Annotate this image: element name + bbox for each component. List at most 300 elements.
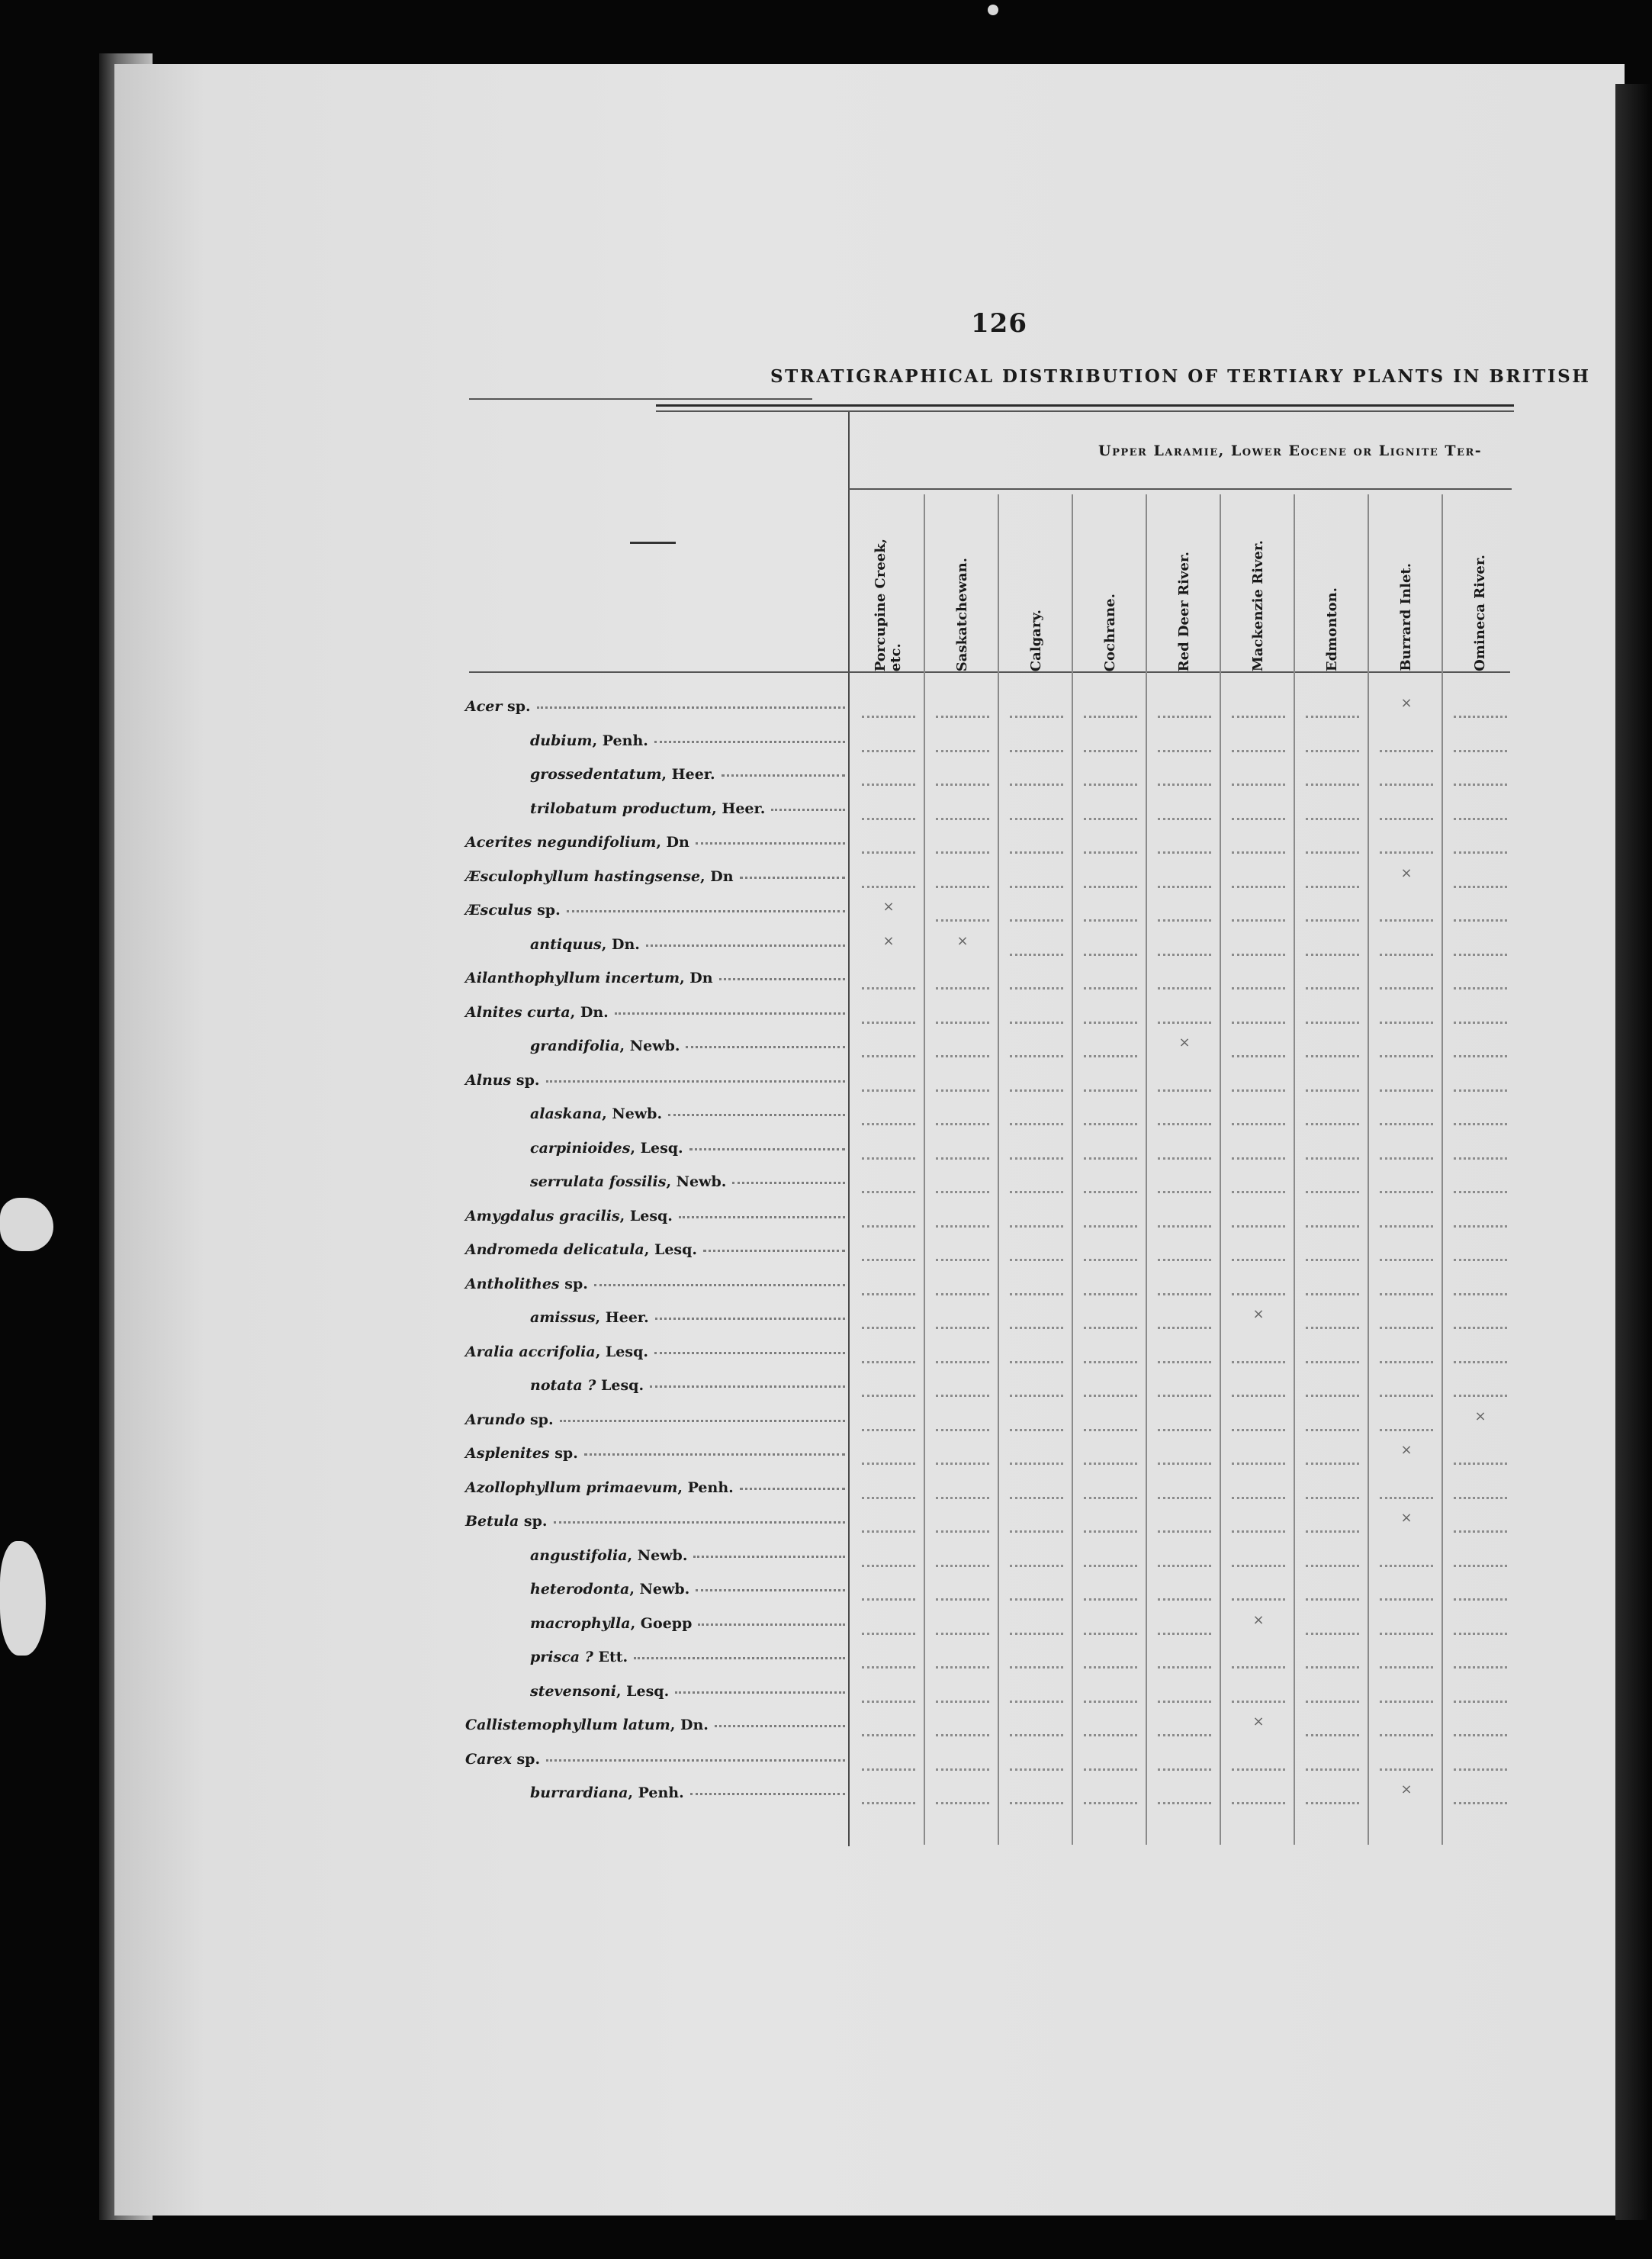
species-name (530, 1033, 680, 1059)
dot-leader (722, 774, 845, 777)
species-name (465, 965, 713, 991)
empty-cell-leader (1158, 1612, 1211, 1635)
empty-cell-leader (936, 967, 989, 990)
column-header-label: Burrard Inlet. (1398, 563, 1415, 671)
empty-cell-leader (1454, 1612, 1507, 1635)
empty-cell-leader (862, 1170, 915, 1193)
taxon: Callistemophyllum latum (465, 1717, 670, 1733)
empty-cell-leader (1306, 831, 1359, 854)
empty-cell-leader (1232, 1238, 1285, 1261)
empty-cell-leader (1306, 865, 1359, 888)
taxon: prisca ? (530, 1649, 593, 1665)
species-name (530, 761, 715, 787)
empty-cell-leader (1454, 1306, 1507, 1329)
empty-cell-leader (1454, 763, 1507, 786)
dot-leader (654, 741, 845, 743)
table-row (450, 1132, 1510, 1166)
empty-cell-leader (1010, 1069, 1063, 1092)
table-row (450, 996, 1510, 1030)
dot-leader (554, 1521, 846, 1524)
empty-cell-leader (1454, 967, 1507, 990)
column-header (1074, 504, 1147, 671)
author: Ett. (593, 1649, 628, 1665)
taxon: serrulata fossilis (530, 1173, 667, 1190)
table-row (450, 1030, 1510, 1064)
title-rule (469, 398, 812, 400)
empty-cell-leader (1232, 797, 1285, 820)
empty-cell-leader (936, 1748, 989, 1771)
empty-cell-leader (1306, 1340, 1359, 1363)
empty-cell-leader (1158, 1137, 1211, 1160)
author: , Newb. (619, 1038, 680, 1054)
empty-cell-leader (1084, 1306, 1137, 1329)
empty-cell-leader (1010, 1170, 1063, 1193)
empty-cell-leader (1232, 1102, 1285, 1125)
empty-cell-leader (1380, 1578, 1433, 1601)
species-name (465, 1237, 697, 1263)
author: , Lesq. (644, 1241, 698, 1258)
empty-cell-leader (862, 763, 915, 786)
empty-cell-leader (1306, 1137, 1359, 1160)
table-row (450, 1302, 1510, 1335)
empty-cell-leader (936, 1510, 989, 1533)
empty-cell-leader (936, 1340, 989, 1363)
table-row (450, 758, 1510, 792)
empty-cell-leader (1380, 763, 1433, 786)
empty-cell-leader (1010, 1680, 1063, 1703)
table-row (450, 1709, 1510, 1743)
empty-cell-leader (862, 1680, 915, 1703)
header-rule (469, 671, 1510, 673)
table-row (450, 826, 1510, 860)
species-name (530, 932, 640, 957)
empty-cell-leader (1010, 1510, 1063, 1533)
empty-cell-leader (1306, 1748, 1359, 1771)
empty-cell-leader (1010, 1714, 1063, 1736)
table-row (450, 1675, 1510, 1709)
dot-leader (594, 1284, 845, 1286)
taxon: notata ? (530, 1377, 596, 1394)
occurrence-mark: × (1252, 1306, 1265, 1322)
author: sp. (519, 1513, 548, 1530)
taxon: grandifolia (530, 1038, 620, 1054)
taxon: Aralia accrifolia (465, 1343, 596, 1360)
empty-cell-leader (1010, 1306, 1063, 1329)
taxon: Acerites negundifolium (465, 834, 657, 851)
table-row (450, 1573, 1510, 1607)
empty-cell-leader (1306, 1510, 1359, 1533)
dot-leader (740, 877, 845, 879)
empty-cell-leader (1158, 1238, 1211, 1261)
page-title: STRATIGRAPHICAL DISTRIBUTION OF TERTIARY PLANTS IN BRITISH (770, 366, 1591, 387)
empty-cell-leader (1232, 729, 1285, 752)
taxon: Æsculus (465, 902, 532, 919)
empty-cell-leader (1084, 1714, 1137, 1736)
species-name (530, 1305, 649, 1331)
table-row (450, 690, 1510, 724)
table-row (450, 861, 1510, 894)
species-name (530, 1135, 683, 1161)
empty-cell-leader (936, 1646, 989, 1669)
table-row (450, 1607, 1510, 1641)
empty-cell-leader (1454, 1714, 1507, 1736)
empty-cell-leader (1084, 1680, 1137, 1703)
column-header-label: Omineca River. (1472, 555, 1489, 671)
dot-leader (686, 1046, 845, 1048)
empty-cell-leader (1158, 1374, 1211, 1397)
empty-cell-leader (1232, 933, 1285, 956)
empty-cell-leader (936, 899, 989, 922)
column-header (1222, 504, 1295, 671)
empty-cell-leader (1232, 831, 1285, 854)
empty-cell-leader (1454, 1510, 1507, 1533)
empty-cell-leader (1454, 1476, 1507, 1499)
taxon: Betula (465, 1513, 519, 1530)
empty-cell-leader (1084, 1544, 1137, 1567)
empty-cell-leader (1158, 1578, 1211, 1601)
empty-cell-leader (936, 1170, 989, 1193)
column-header-label: Edmonton. (1324, 587, 1341, 671)
empty-cell-leader (1380, 1102, 1433, 1125)
empty-cell-leader (1010, 933, 1063, 956)
empty-cell-leader (1232, 1646, 1285, 1669)
empty-cell-leader (1380, 1646, 1433, 1669)
dot-leader (650, 1385, 845, 1388)
species-name (465, 864, 734, 890)
species-name (465, 1339, 648, 1365)
empty-cell-leader (1010, 1578, 1063, 1601)
empty-cell-leader (1084, 1781, 1137, 1804)
occurrence-mark: × (1474, 1408, 1486, 1424)
dot-leader (715, 1725, 845, 1727)
empty-cell-leader (862, 1408, 915, 1431)
dot-leader (546, 1080, 845, 1083)
empty-cell-leader (1158, 899, 1211, 922)
table-row (450, 1268, 1510, 1302)
empty-cell-leader (936, 1408, 989, 1431)
empty-cell-leader (1158, 1544, 1211, 1567)
empty-cell-leader (936, 831, 989, 854)
species-name (530, 1611, 692, 1636)
species-name (465, 829, 689, 855)
empty-cell-leader (1232, 1340, 1285, 1363)
empty-cell-leader (1454, 797, 1507, 820)
empty-cell-leader (1380, 899, 1433, 922)
empty-cell-leader (1010, 1102, 1063, 1125)
empty-cell-leader (1158, 729, 1211, 752)
empty-cell-leader (1232, 1781, 1285, 1804)
empty-cell-leader (1232, 1374, 1285, 1397)
author: sp. (511, 1071, 540, 1089)
empty-cell-leader (1158, 865, 1211, 888)
author: sp. (549, 1445, 578, 1462)
empty-cell-leader (1306, 899, 1359, 922)
empty-cell-leader (1084, 1035, 1137, 1057)
empty-cell-leader (936, 1273, 989, 1295)
empty-cell-leader (1084, 831, 1137, 854)
empty-cell-leader (1232, 1069, 1285, 1092)
empty-cell-leader (1306, 1102, 1359, 1125)
empty-cell-leader (1306, 1238, 1359, 1261)
species-name (530, 796, 765, 822)
author: , Goepp (630, 1614, 693, 1632)
table-row (450, 725, 1510, 758)
empty-cell-leader (1306, 763, 1359, 786)
empty-cell-leader (1232, 1137, 1285, 1160)
taxon: grossedentatum (530, 766, 662, 783)
empty-cell-leader (1232, 1748, 1285, 1771)
species-name (465, 1475, 734, 1501)
empty-cell-leader (1306, 1205, 1359, 1228)
empty-cell-leader (1158, 1102, 1211, 1125)
taxon: Carex (465, 1750, 512, 1768)
dot-leader (646, 944, 845, 947)
empty-cell-leader (862, 1035, 915, 1057)
empty-cell-leader (1454, 865, 1507, 888)
table-row (450, 793, 1510, 826)
empty-cell-leader (1306, 1578, 1359, 1601)
empty-cell-leader (1158, 1340, 1211, 1363)
species-name (530, 1780, 684, 1806)
taxon: Arundo (465, 1411, 525, 1428)
author: , Heer. (661, 766, 715, 783)
empty-cell-leader (1084, 1238, 1137, 1261)
empty-cell-leader (862, 797, 915, 820)
empty-cell-leader (1380, 1273, 1433, 1295)
empty-cell-leader (862, 1578, 915, 1601)
empty-cell-leader (1306, 1442, 1359, 1465)
taxon: Andromeda delicatula (465, 1241, 644, 1258)
empty-cell-leader (1084, 1137, 1137, 1160)
empty-cell-leader (936, 1069, 989, 1092)
empty-cell-leader (862, 1306, 915, 1329)
taxon: Azollophyllum primaevum (465, 1479, 678, 1496)
empty-cell-leader (1158, 933, 1211, 956)
empty-cell-leader (1380, 729, 1433, 752)
empty-cell-leader (1010, 1544, 1063, 1567)
column-header-label: Cochrane. (1102, 593, 1119, 671)
empty-cell-leader (1306, 967, 1359, 990)
empty-cell-leader (1380, 1374, 1433, 1397)
empty-cell-leader (1084, 1578, 1137, 1601)
group-heading: Upper Laramie, Lower Eocene or Lignite Ter- (1098, 442, 1483, 459)
author: Lesq. (596, 1377, 644, 1394)
author: , Penh. (677, 1479, 734, 1496)
dot-leader (696, 842, 845, 845)
empty-cell-leader (1454, 933, 1507, 956)
empty-cell-leader (1380, 933, 1433, 956)
empty-cell-leader (1306, 933, 1359, 956)
empty-cell-leader (936, 1102, 989, 1125)
species-name (530, 728, 648, 754)
stub-heading-dash (630, 542, 676, 544)
empty-cell-leader (1158, 1442, 1211, 1465)
empty-cell-leader (862, 729, 915, 752)
dot-leader (560, 1420, 845, 1422)
author: sp. (511, 1750, 541, 1768)
taxon: dubium (530, 732, 593, 749)
empty-cell-leader (1232, 1476, 1285, 1499)
scan-artifact-dot (988, 5, 998, 15)
empty-cell-leader (1232, 967, 1285, 990)
column-header (1370, 504, 1443, 671)
empty-cell-leader (1158, 1646, 1211, 1669)
empty-cell-leader (1380, 1238, 1433, 1261)
scan-artifact-blot (0, 1198, 53, 1251)
dot-leader (703, 1250, 845, 1252)
empty-cell-leader (862, 1646, 915, 1669)
empty-cell-leader (936, 1680, 989, 1703)
dot-leader (689, 1148, 845, 1150)
author: , Penh. (592, 732, 648, 749)
empty-cell-leader (936, 729, 989, 752)
table-row (450, 1064, 1510, 1098)
empty-cell-leader (862, 1612, 915, 1635)
empty-cell-leader (1084, 967, 1137, 990)
author: , Penh. (628, 1784, 684, 1801)
empty-cell-leader (1084, 1748, 1137, 1771)
empty-cell-leader (1380, 1544, 1433, 1567)
empty-cell-leader (1010, 1476, 1063, 1499)
empty-cell-leader (1084, 1476, 1137, 1499)
taxon: alaskana (530, 1105, 603, 1122)
empty-cell-leader (1380, 1170, 1433, 1193)
empty-cell-leader (1306, 1001, 1359, 1024)
empty-cell-leader (936, 1374, 989, 1397)
empty-cell-leader (862, 1714, 915, 1736)
empty-cell-leader (1454, 1680, 1507, 1703)
taxon: carpinioides (530, 1139, 631, 1157)
author: sp. (532, 902, 561, 919)
column-header (852, 504, 925, 671)
empty-cell-leader (1232, 1205, 1285, 1228)
empty-cell-leader (1010, 1442, 1063, 1465)
title-rule (656, 404, 1514, 407)
table-row (450, 1166, 1510, 1199)
taxon: Æsculophyllum hastingsense (465, 867, 701, 885)
empty-cell-leader (1306, 1646, 1359, 1669)
empty-cell-leader (1084, 1170, 1137, 1193)
empty-cell-leader (936, 797, 989, 820)
author: , Lesq. (615, 1682, 670, 1700)
empty-cell-leader (1084, 1408, 1137, 1431)
empty-cell-leader (1306, 1035, 1359, 1057)
table-row (450, 1777, 1510, 1810)
empty-cell-leader (1232, 1680, 1285, 1703)
species-name (465, 999, 609, 1025)
empty-cell-leader (1010, 1748, 1063, 1771)
empty-cell-leader (1158, 1510, 1211, 1533)
empty-cell-leader (936, 1442, 989, 1465)
empty-cell-leader (1010, 1001, 1063, 1024)
occurrence-mark: × (1400, 1442, 1413, 1458)
table-row (450, 894, 1510, 928)
taxon: Antholithes (465, 1275, 560, 1292)
empty-cell-leader (936, 1578, 989, 1601)
empty-cell-leader (936, 1476, 989, 1499)
table-row (450, 1200, 1510, 1234)
species-name (465, 1508, 548, 1534)
empty-cell-leader (1084, 1102, 1137, 1125)
empty-cell-leader (1306, 1680, 1359, 1703)
empty-cell-leader (1010, 1340, 1063, 1363)
empty-cell-leader (1306, 1170, 1359, 1193)
empty-cell-leader (1010, 1612, 1063, 1635)
occurrence-mark: × (1178, 1035, 1191, 1051)
empty-cell-leader (1084, 933, 1137, 956)
column-header-label: Mackenzie River. (1250, 539, 1267, 671)
empty-cell-leader (1010, 1646, 1063, 1669)
dot-leader (679, 1216, 845, 1218)
empty-cell-leader (1454, 729, 1507, 752)
empty-cell-leader (1084, 729, 1137, 752)
author: , Dn (656, 834, 689, 851)
empty-cell-leader (1454, 1748, 1507, 1771)
author: , Dn. (570, 1003, 609, 1021)
empty-cell-leader (1306, 1273, 1359, 1295)
empty-cell-leader (1010, 1374, 1063, 1397)
empty-cell-leader (1158, 1476, 1211, 1499)
species-name (530, 1576, 689, 1602)
empty-cell-leader (1454, 1374, 1507, 1397)
species-name (530, 1644, 628, 1670)
empty-cell-leader (1380, 1306, 1433, 1329)
author: , Lesq. (595, 1343, 648, 1360)
empty-cell-leader (1306, 729, 1359, 752)
empty-cell-leader (1306, 1714, 1359, 1736)
empty-cell-leader (1084, 1069, 1137, 1092)
empty-cell-leader (862, 1001, 915, 1024)
empty-cell-leader (1380, 1069, 1433, 1092)
empty-cell-leader (1232, 695, 1285, 718)
empty-cell-leader (1380, 967, 1433, 990)
empty-cell-leader (1084, 1374, 1137, 1397)
occurrence-mark: × (882, 899, 895, 915)
dot-leader (696, 1589, 845, 1591)
empty-cell-leader (1306, 1408, 1359, 1431)
empty-cell-leader (1010, 831, 1063, 854)
dot-leader (634, 1657, 845, 1659)
table-row (450, 1369, 1510, 1403)
table-row (450, 1641, 1510, 1675)
table-row (450, 1505, 1510, 1539)
taxon: Amygdalus gracilis (465, 1207, 620, 1224)
empty-cell-leader (1232, 899, 1285, 922)
empty-cell-leader (1380, 1137, 1433, 1160)
empty-cell-leader (936, 1205, 989, 1228)
taxon: angustifolia (530, 1546, 628, 1564)
empty-cell-leader (862, 1205, 915, 1228)
empty-cell-leader (862, 1238, 915, 1261)
empty-cell-leader (1232, 1408, 1285, 1431)
empty-cell-leader (1380, 1340, 1433, 1363)
taxon: Acer (465, 698, 503, 715)
taxon: Alnus (465, 1071, 512, 1089)
species-name (465, 1271, 588, 1297)
empty-cell-leader (1158, 1408, 1211, 1431)
occurrence-mark: × (1400, 1781, 1413, 1797)
empty-cell-leader (1306, 1612, 1359, 1635)
empty-cell-leader (1454, 1544, 1507, 1567)
empty-cell-leader (1380, 1714, 1433, 1736)
empty-cell-leader (862, 1442, 915, 1465)
dot-leader (655, 1318, 845, 1320)
column-header (1296, 504, 1369, 671)
empty-cell-leader (936, 1714, 989, 1736)
scan-artifact-blot (0, 1541, 46, 1656)
taxon: trilobatum productum (530, 800, 712, 817)
empty-cell-leader (1454, 1137, 1507, 1160)
